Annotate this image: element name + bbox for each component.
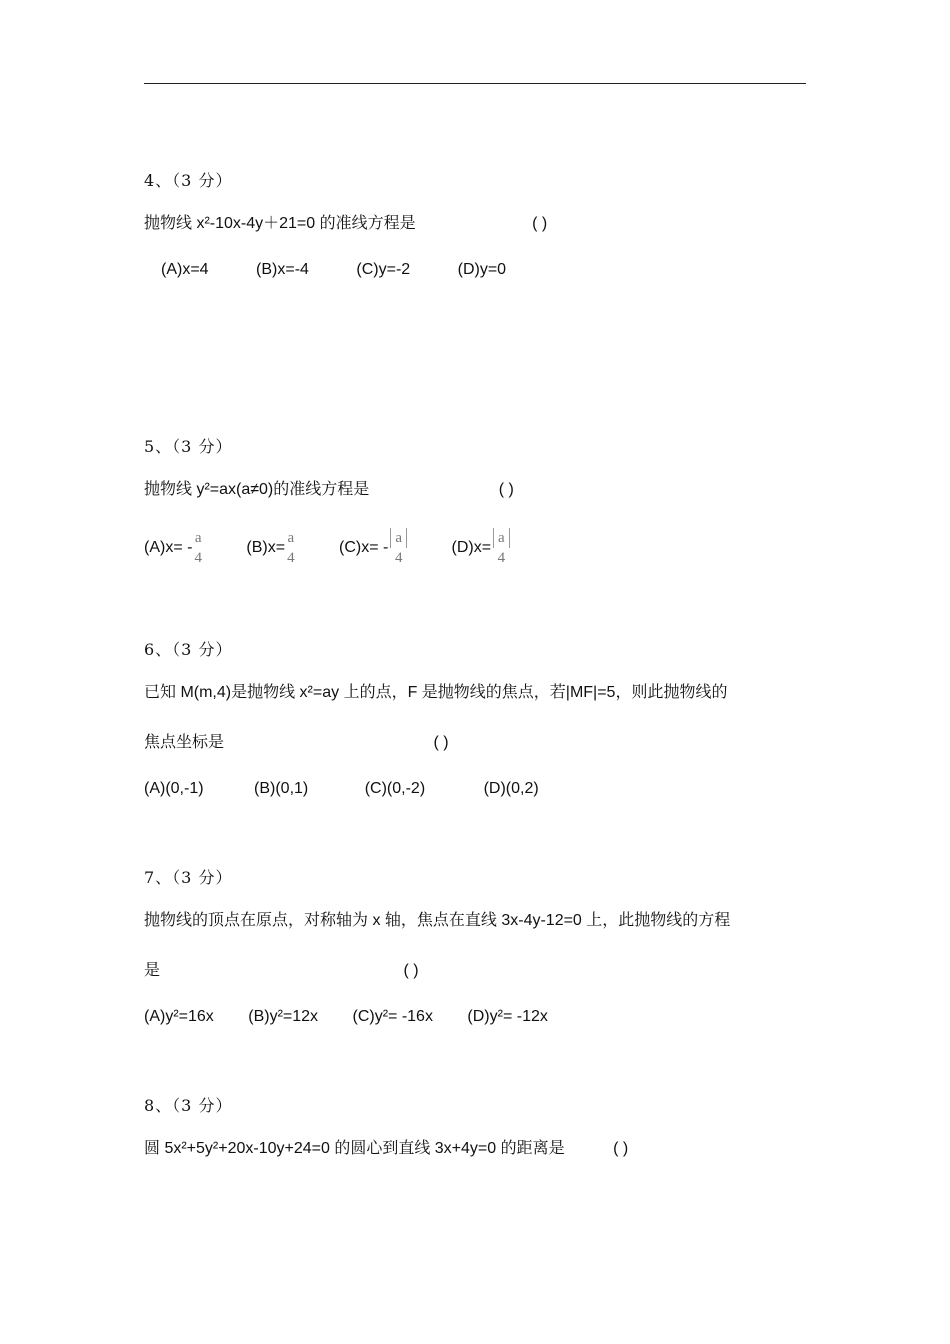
option-d: (D)(0,2) [483, 780, 539, 797]
question-4 [144, 169, 814, 282]
answer-paren: ( ) [613, 1140, 629, 1157]
fraction [390, 528, 407, 568]
option-b [246, 528, 294, 568]
stem-text: 抛物线的顶点在原点，对称轴为 x 轴，焦点在直线 3x-4y-12=0 上，此抛物线的方程 [144, 912, 731, 929]
option-label: (C)x= - [339, 539, 389, 557]
options-row [144, 528, 814, 572]
option-a: (A)(0,-1) [144, 780, 204, 797]
fraction-denominator: 4 [497, 550, 506, 566]
question-stem [144, 1137, 814, 1161]
fraction-denominator: 4 [287, 550, 295, 566]
question-stem-line-2 [144, 959, 814, 983]
option-c: (C)y=-2 [356, 261, 411, 278]
option-d: (D)y=0 [457, 261, 507, 278]
question-6 [144, 638, 814, 801]
answer-paren: ( ) [433, 734, 449, 751]
stem-text: 是 [144, 962, 161, 979]
option-d: (D)y²= -12x [467, 1008, 548, 1025]
question-5 [144, 435, 814, 572]
options-row [144, 1005, 814, 1029]
stem-text: 抛物线 x²-10x-4y＋21=0 的准线方程是 [144, 215, 416, 232]
stem-text: 已知 M(m,4)是抛物线 x²=ay 上的点，F 是抛物线的焦点，若|MF|=5，则此抛物线的 [144, 684, 728, 701]
answer-paren: ( ) [403, 962, 419, 979]
question-stem [144, 212, 814, 236]
question-header: 8、（3 分） [144, 1096, 233, 1115]
stem-text: 抛物线 y²=ax(a≠0)的准线方程是 [144, 481, 370, 498]
question-header: 7、（3 分） [144, 868, 233, 887]
options-row [144, 777, 814, 801]
question-stem-line-2 [144, 731, 814, 755]
option-d [451, 528, 509, 568]
option-label: (A)x= - [144, 539, 193, 557]
options-row [144, 258, 814, 282]
fraction-numerator: a [194, 530, 202, 546]
question-stem-line-1 [144, 909, 814, 933]
fraction [287, 528, 295, 568]
question-stem [144, 478, 814, 502]
option-a [144, 528, 202, 568]
question-header: 5、（3 分） [144, 437, 233, 456]
fraction [194, 528, 202, 568]
stem-text: 焦点坐标是 [144, 734, 225, 751]
option-c [339, 528, 407, 568]
option-label: (B)x= [246, 539, 286, 557]
fraction-numerator: a [390, 528, 407, 548]
question-8 [144, 1094, 814, 1161]
fraction-denominator: 4 [394, 550, 403, 566]
header-rule [144, 83, 806, 84]
fraction-numerator: a [493, 528, 510, 548]
option-b: (B)y²=12x [248, 1008, 319, 1025]
question-7 [144, 866, 814, 1029]
answer-paren: ( ) [498, 481, 514, 498]
option-b: (B)x=-4 [256, 261, 309, 278]
option-c: (C)(0,-2) [364, 780, 426, 797]
option-c: (C)y²= -16x [352, 1008, 433, 1025]
option-label: (D)x= [451, 539, 492, 557]
stem-text: 圆 5x²+5y²+20x-10y+24=0 的圆心到直线 3x+4y=0 的距离是 [144, 1140, 565, 1157]
question-header: 6、（3 分） [144, 640, 233, 659]
answer-paren: ( ) [532, 215, 548, 232]
question-header: 4、（3 分） [144, 171, 233, 190]
option-a: (A)x=4 [161, 261, 209, 278]
fraction-denominator: 4 [194, 550, 202, 566]
option-b: (B)(0,1) [254, 780, 309, 797]
question-stem-line-1 [144, 681, 814, 705]
fraction-numerator: a [287, 530, 295, 546]
option-a: (A)y²=16x [144, 1008, 214, 1025]
fraction [493, 528, 510, 568]
